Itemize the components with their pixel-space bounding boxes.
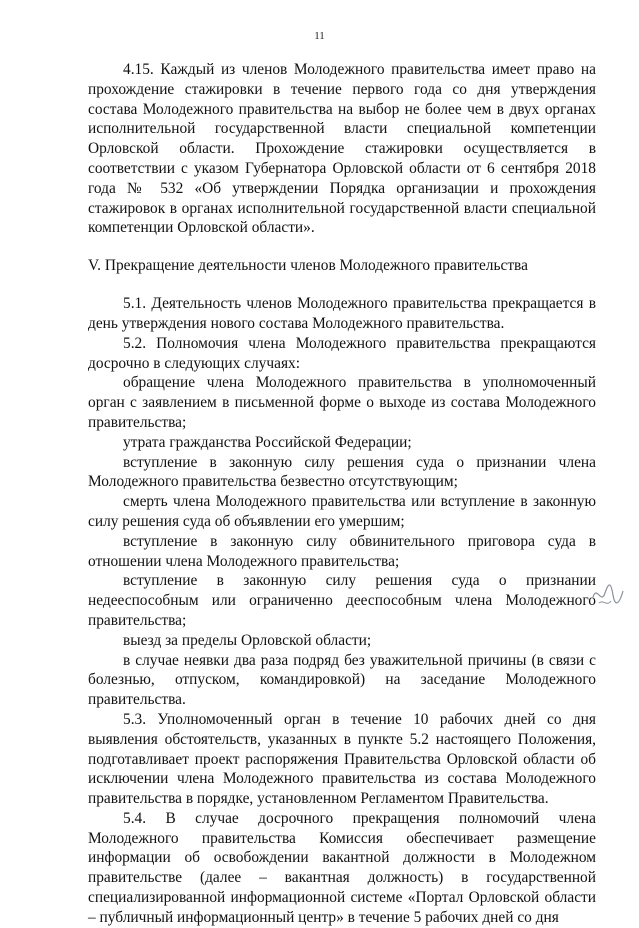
paragraph-5-1: 5.1. Деятельность членов Молодежного правительства прекращается в день утверждения нового состава Молодежного правительства. — [88, 295, 596, 332]
paragraph-5-3: 5.3. Уполномоченный орган в течение 10 рабочих дней со дня выявления обстоятельств, указанных в пункте 5.2 настоящего Положения, подготавливает проект распоряжения Правительства Орловской области об исключении члена Молодежного правительства из состава Молодежного правительства в порядке, установленном Регламентом Правительства. — [88, 710, 596, 808]
case-item-2: утрата гражданства Российской Федерации; — [123, 433, 412, 451]
case-item-1: обращение члена Молодежного правительства в уполномоченный орган с заявлением в письменной форме о выходе из состава Молодежного правительства; — [88, 374, 596, 431]
case-item-7: выезд за пределы Орловской области; — [123, 631, 372, 649]
case-item-3: вступление в законную силу решения суда о признании члена Молодежного правительства безвестно отсутствующим; — [88, 453, 596, 491]
case-item-4: смерть члена Молодежного правительства или вступление в законную силу решения суда об объявлении его умершим; — [88, 493, 596, 530]
paragraph-5-4: 5.4. В случае досрочного прекращения полномочий члена Молодежного правительства Комиссия обеспечивает размещение информации об освобождении вакантной должности в Молодежном правительстве (далее – вакантная должность) в государственной специализированной информационной системе «Портал Орловской области – публичный информационный центр» в течение 5 рабочих дней со дня — [88, 809, 596, 926]
case-item-6: вступление в законную силу решения суда о признании недееспособным или ограниченно дееспособным члена Молодежного правительства; — [88, 572, 596, 629]
document-body — [88, 60, 596, 928]
handwritten-signature-mark — [589, 575, 629, 615]
page-number: 11 — [314, 30, 325, 42]
section-heading-v: V. Прекращение деятельности членов Молодежного правительства — [88, 257, 528, 275]
case-item-5: вступление в законную силу обвинительного приговора суда в отношении члена Молодежного правительства; — [88, 532, 596, 570]
paragraph-4-15: 4.15. Каждый из членов Молодежного правительства имеет право на прохождение стажировки в течение первого года со дня утверждения состава Молодежного правительства на выбор не более чем в двух органах исполнительной государственной власти специальной компетенции Орловской области. Прохождение стажировки осуществляется в соответствии с указом Губернатора Орловской области от 6 сентября 2018 года № 532 «Об утверждении Порядка организации и прохождения стажировок в органах исполнительной государственной власти специальной компетенции Орловской области». — [88, 61, 596, 237]
case-item-8: в случае неявки два раза подряд без уважительной причины (в связи с болезнью, отпуском, командировкой) на заседание Молодежного правительства. — [88, 651, 596, 709]
paragraph-5-2: 5.2. Полномочия члена Молодежного правительства прекращаются досрочно в следующих случаях: — [88, 334, 596, 372]
